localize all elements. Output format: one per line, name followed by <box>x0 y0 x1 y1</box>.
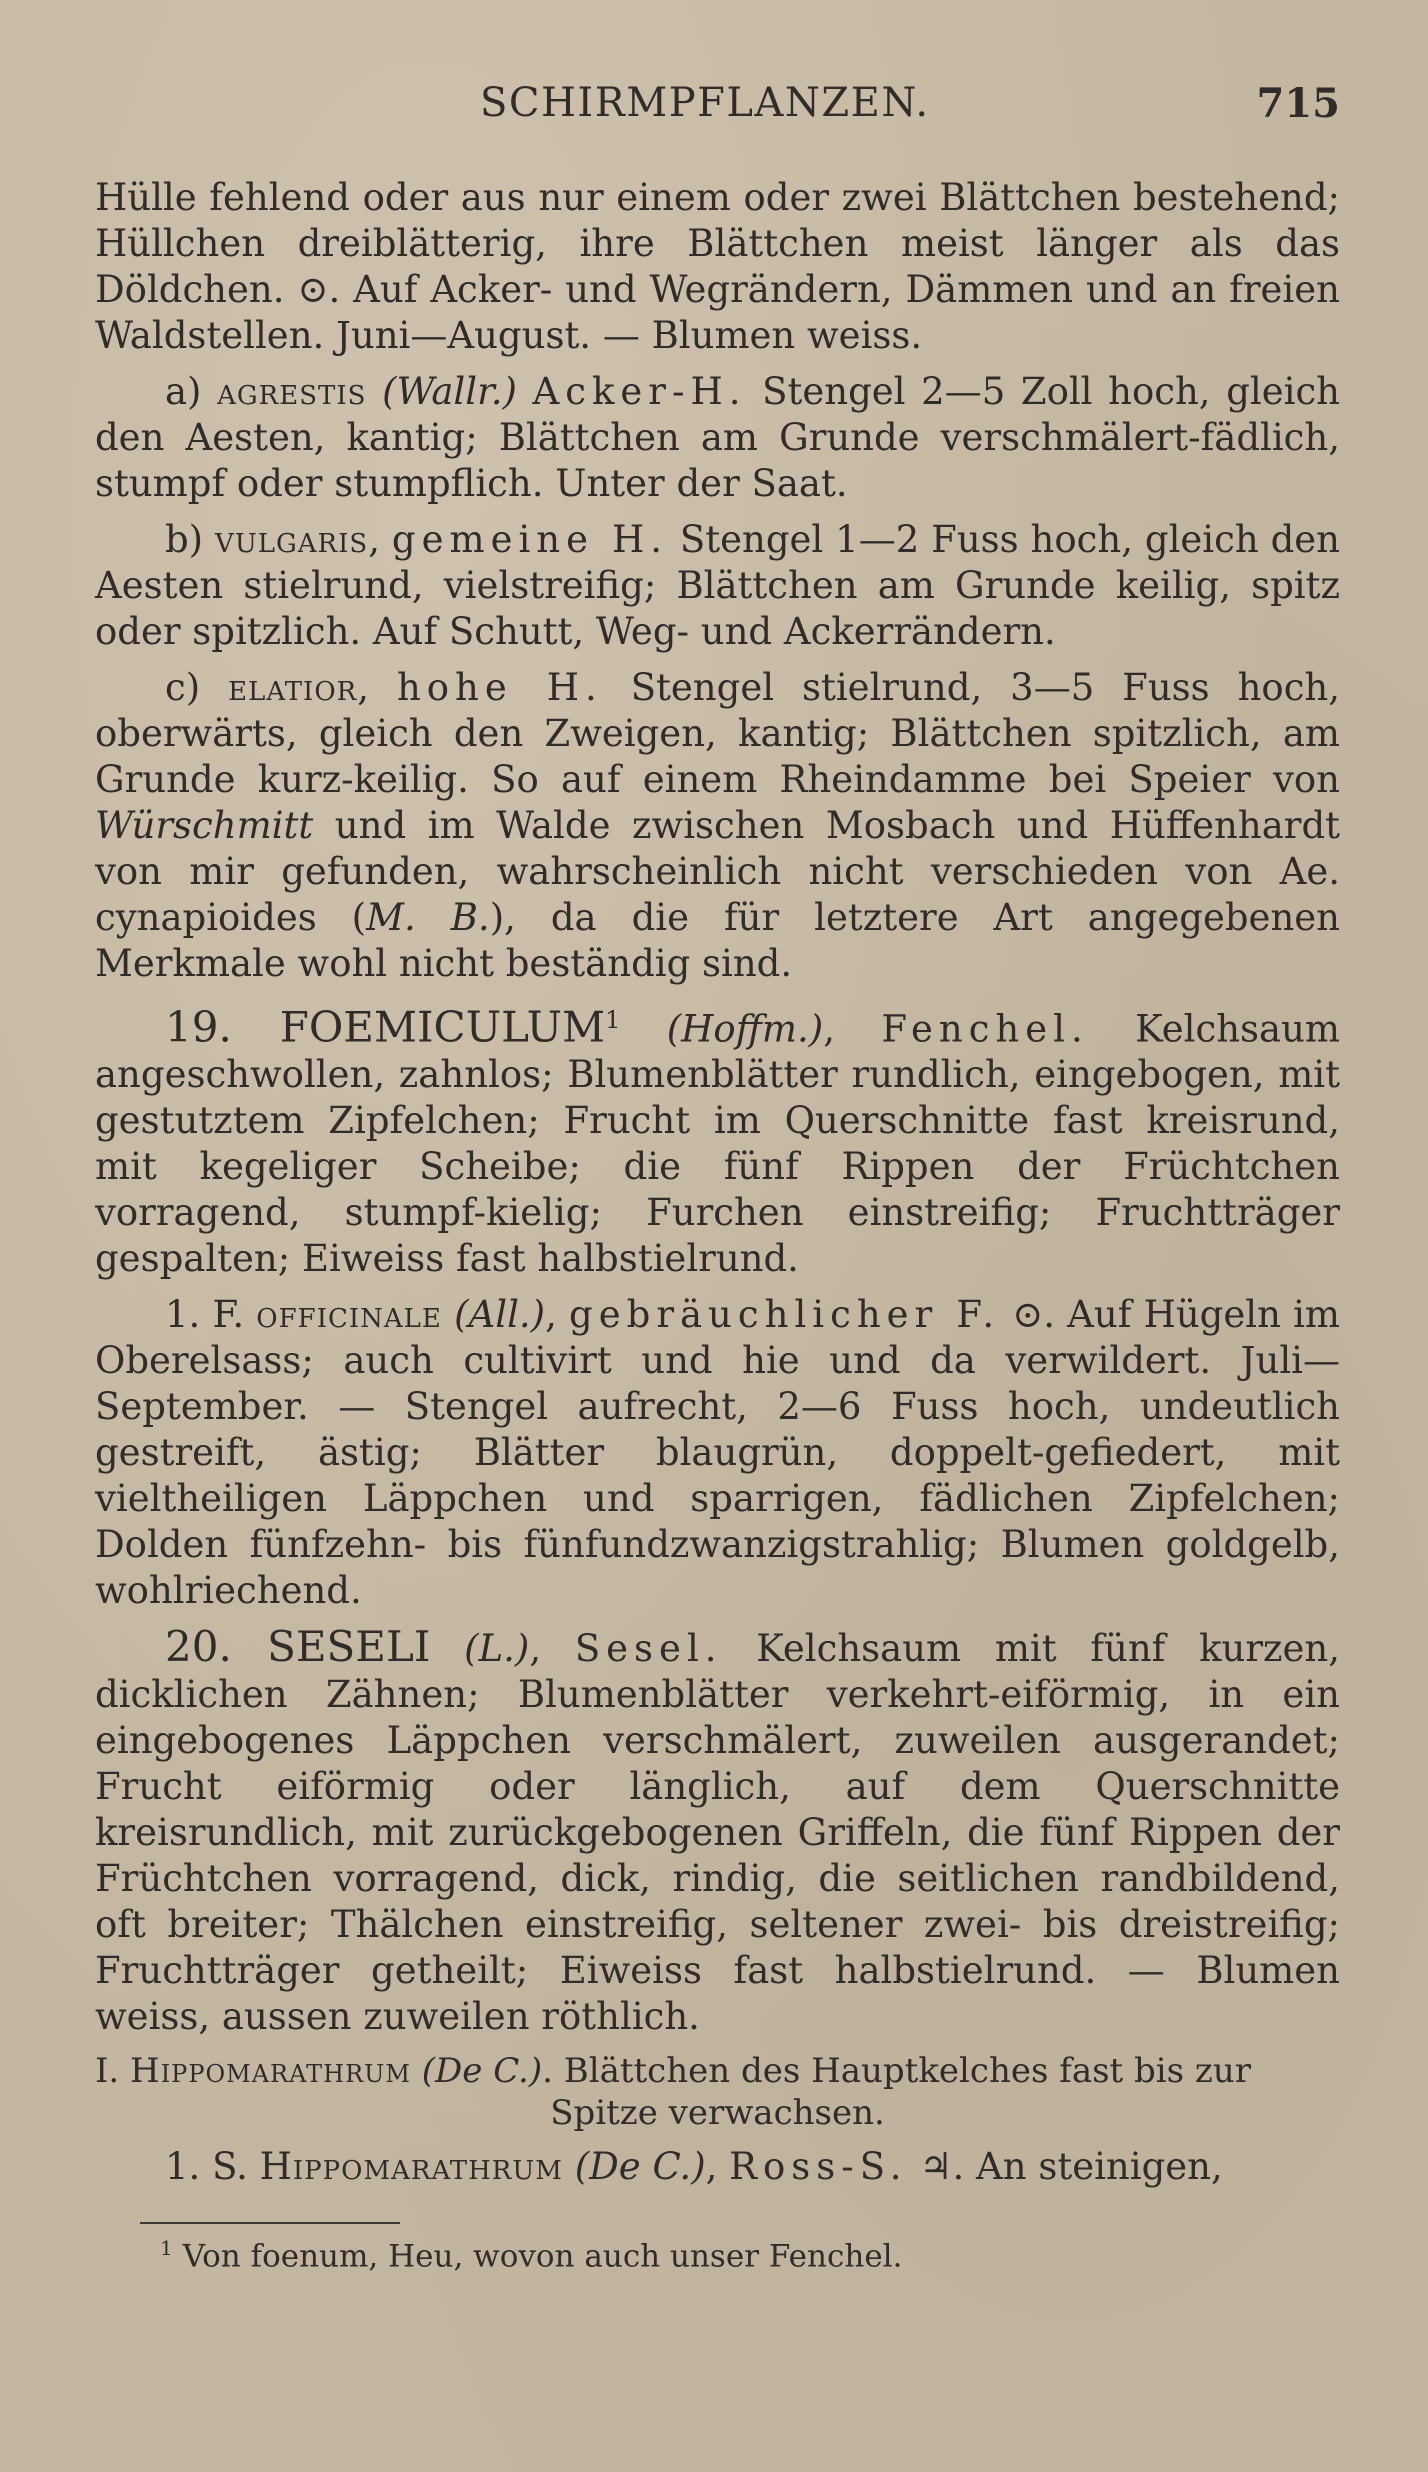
footnote-marker: 1 <box>160 2236 173 2260</box>
variety-name: elatior <box>228 666 358 709</box>
common-name: Acker-H. <box>532 370 747 413</box>
genus-20: 20. SESELI (L.), Sesel. Kelchsaum mit fünf kurzen, dicklichen Zähnen; Blumenblätter verkehrt-eiförmig, in ein eingebogenes Läppchen verschmälert, zuweilen ausgerandet; Frucht eiförmig oder länglich, auf dem Querschnitte kreisrundlich, mit zurückgebogenen Griffeln, die fünf Rippen der Früchtchen vorragend, dick, rindig, die seitlichen randbildend, oft breiter; Thälchen einstreifig, seltener zwei- bis dreistreifig; Fruchtträger getheilt; Eiweiss fast halbstielrund. — Blumen weiss, aussen zuweilen röthlich. <box>95 1622 1340 2039</box>
author-citation: (L.) <box>464 1627 530 1671</box>
species-name: Hippomarathrum <box>259 2145 563 2189</box>
variety-c: c) elatior, hohe H. Stengel stielrund, 3—5 Fuss hoch, oberwärts, gleich den Zweigen, kantig; Blättchen spitzlich, am Grunde kurz-keilig. So auf einem Rheindamme bei Speier von Würschmitt und im Walde zwischen Mosbach und Hüffenhardt von mir gefunden, wahrscheinlich nicht verschieden von Ae. cynapioides (M. B.), da die für letztere Art angegebenen Merkmale wohl nicht beständig sind. <box>95 666 1341 985</box>
genus-19: 19. FOEMICULUM$^1$ (Hoffm.), Fenchel. Kelchsaum angeschwollen, zahnlos; Blumenblätter rundlich, eingebogen, mit gestutztem Zipfelchen; Frucht im Querschnitte fast kreisrund, mit kegeliger Scheibe; die fünf Rippen der Früchtchen vorragend, stumpf-kielig; Furchen einstreifig; Fruchtträger gespalten; Eiweiss fast halbstielrund. <box>95 1002 1340 1281</box>
common-name: Fenchel. <box>881 1007 1089 1051</box>
author-citation: (De C.) <box>574 2145 706 2189</box>
common-name: gebräuchlicher F. <box>569 1293 1001 1337</box>
variety-name: agrestis <box>217 370 367 413</box>
genus-heading: 20. SESELI <box>165 1622 431 1672</box>
running-title: SCHIRMPFLANZEN. <box>480 80 930 126</box>
person-name: Würschmitt <box>95 804 314 847</box>
author-citation: (Wallr.) <box>382 370 517 413</box>
common-name: hohe H. <box>396 666 603 709</box>
variety-a: a) agrestis (Wallr.) Acker-H. Stengel 2—5 Zoll hoch, gleich den Aesten, kantig; Blättchen am Grunde verschmälert-fädlich, stumpf oder stumpflich. Unter der Saat. <box>95 370 1340 505</box>
variety-b: b) vulgaris, gemeine H. Stengel 1—2 Fuss hoch, gleich den Aesten stielrund, vielstreifig; Blättchen am Grunde keilig, spitz oder spitzlich. Auf Schutt, Weg- und Ackerrändern. <box>95 518 1341 653</box>
common-name: Ross-S. <box>729 2145 908 2189</box>
main-text <box>95 175 1340 2200</box>
footnote: $^1$ Von foenum, Heu, wovon auch unser Fenchel. <box>160 2236 903 2275</box>
reference: M. B. <box>366 896 490 939</box>
species-entry: 1. S. Hippomarathrum (De C.), Ross-S. ♃. An steinigen, <box>165 2145 1223 2189</box>
species-name: officinale <box>256 1293 442 1337</box>
genus-heading: 19. FOEMICULUM <box>165 1002 606 1052</box>
paragraph-intro: Hülle fehlend oder aus nur einem oder zwei Blättchen bestehend; Hüllchen dreiblätterig, ihre Blättchen meist länger als das Döldchen. ⊙. Auf Acker- und Wegrändern, Dämmen und an freien Waldstellen. Juni—August. — Blumen weiss. <box>95 176 1340 357</box>
author-citation: (Hoffm.) <box>666 1007 824 1051</box>
section-heading: I. Hippomarathrum (De C.). Blättchen des Hauptkelches fast bis zur Spitze verwachsen. <box>95 2051 1251 2134</box>
common-name: Sesel. <box>574 1627 723 1671</box>
common-name: gemeine H. <box>391 518 668 561</box>
section-name: Hippomarathrum <box>130 2051 411 2092</box>
author-citation: (All.) <box>454 1293 546 1337</box>
footnote-marker: 1 <box>605 1006 621 1034</box>
page-number: 715 <box>1256 80 1340 127</box>
species-1: 1. F. officinale (All.), gebräuchlicher F. ⊙. Auf Hügeln im Oberelsass; auch cultivirt und hie und da verwildert. Juli—September. — Stengel aufrecht, 2—6 Fuss hoch, undeutlich gestreift, ästig; Blätter blaugrün, doppelt-gefiedert, mit vieltheiligen Läppchen und sparrigen, fädlichen Zipfelchen; Dolden fünfzehn- bis fünfundzwanzigstrahlig; Blumen goldgelb, wohlriechend. <box>95 1293 1340 1613</box>
footnote-rule <box>140 2222 400 2224</box>
variety-name: vulgaris <box>215 518 369 561</box>
author-citation: (De C.) <box>421 2051 543 2092</box>
running-header <box>95 80 1340 140</box>
